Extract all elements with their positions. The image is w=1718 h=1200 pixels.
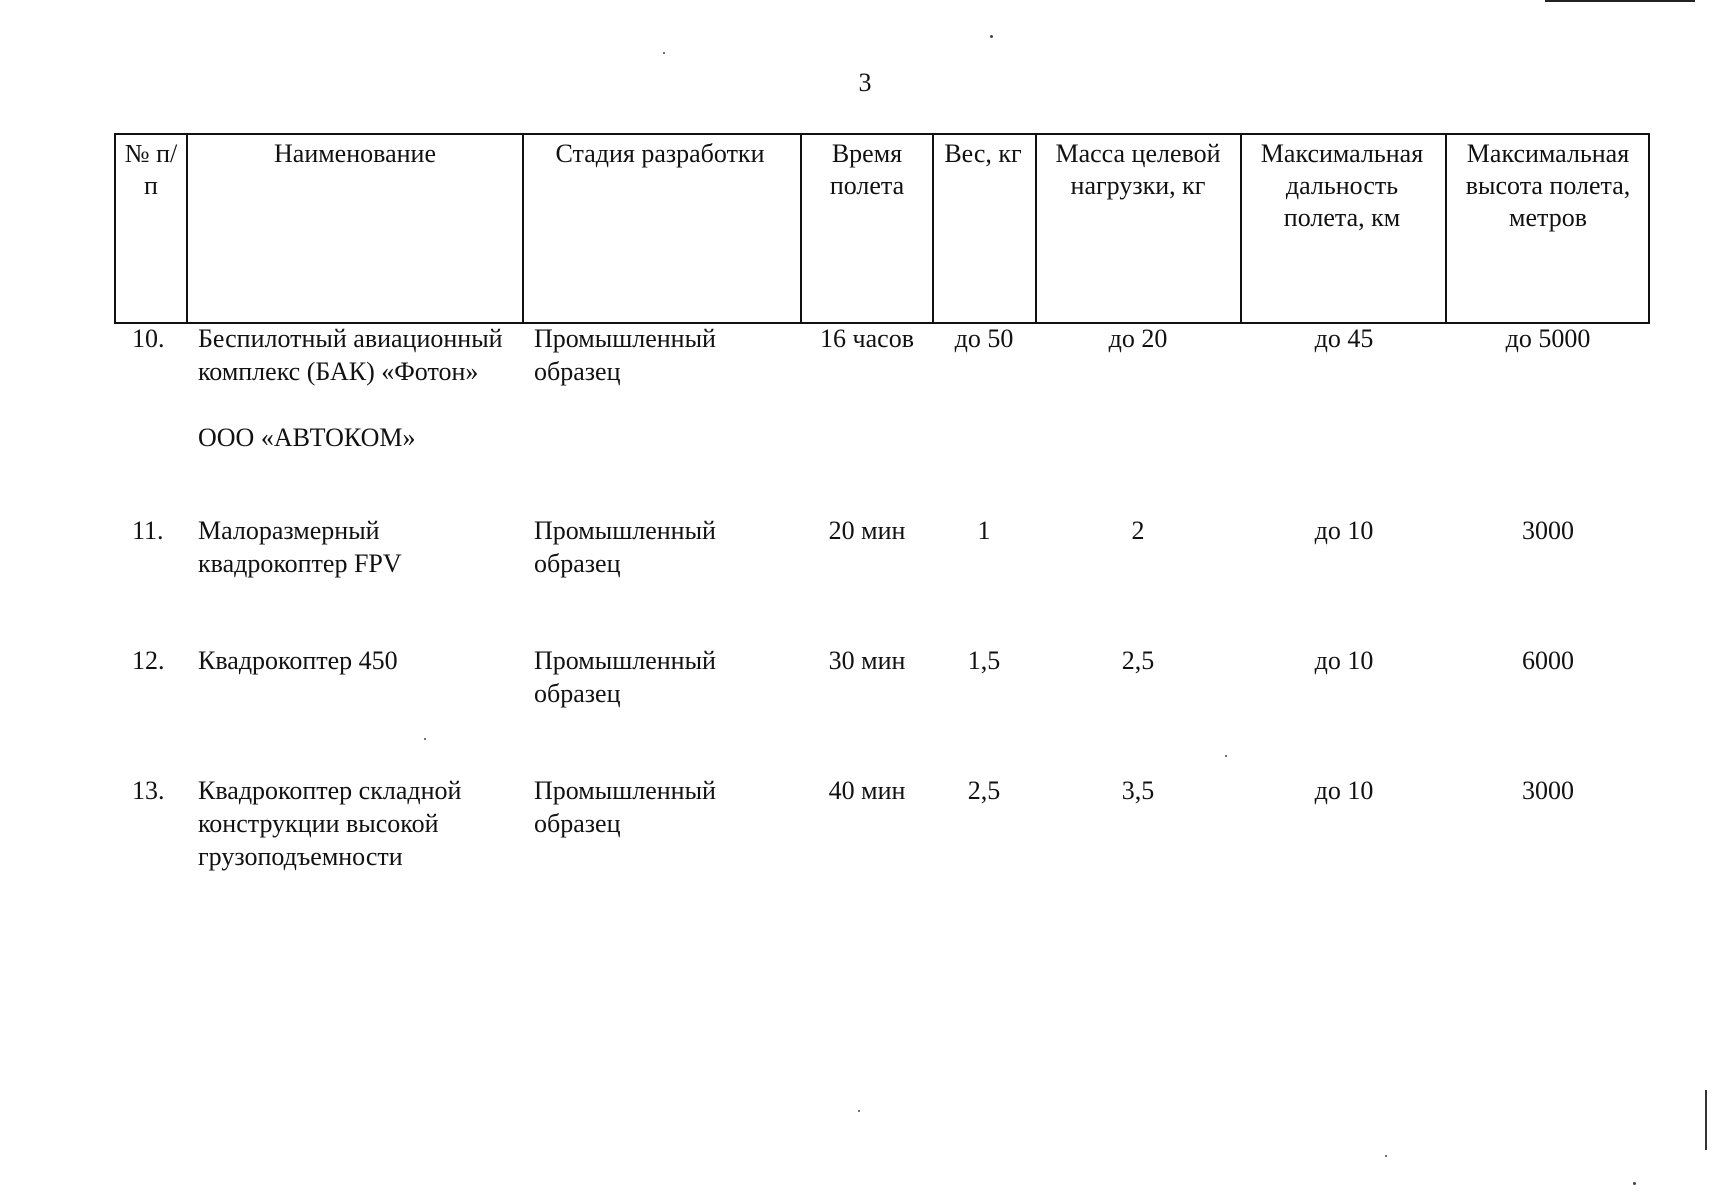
row-stage: Промышленный образец <box>534 646 716 708</box>
row-range: до 10 <box>1314 646 1374 675</box>
product-name: Беспилотный авиационный комплекс (БАК) «Фотон» <box>198 324 503 386</box>
row-flight-time: 30 мин <box>828 646 906 675</box>
scan-edge-mark <box>1705 1090 1707 1150</box>
row-weight: 2,5 <box>967 776 1001 805</box>
scan-speck <box>1225 755 1227 757</box>
column-divider <box>1445 133 1447 324</box>
header-altitude: Максимальная высота полета, метров <box>1465 139 1631 232</box>
row-number: 10. <box>132 324 165 353</box>
header-range: Максимальная дальность полета, км <box>1260 139 1424 232</box>
row-number: 12. <box>132 646 165 675</box>
row-weight: 1,5 <box>967 646 1001 675</box>
column-divider <box>522 133 524 324</box>
header-weight: Вес, кг <box>944 139 1022 168</box>
row-number: 11. <box>132 516 164 545</box>
header-time: Время полета <box>829 139 905 200</box>
row-flight-time: 16 часов <box>820 324 914 353</box>
row-stage: Промышленный образец <box>534 324 716 386</box>
column-divider <box>932 133 934 324</box>
scan-speck <box>1633 1182 1636 1185</box>
row-altitude: 3000 <box>1522 776 1574 805</box>
row-weight: 1 <box>977 516 991 545</box>
row-name <box>198 322 528 454</box>
row-range: до 10 <box>1314 776 1374 805</box>
header-num: № п/п <box>124 139 178 200</box>
scan-speck <box>1385 1155 1387 1157</box>
row-name: Квадрокоптер складной конструкции высокой грузоподъемности <box>198 776 462 871</box>
header-name: Наименование <box>274 139 436 168</box>
header-stage: Стадия разработки <box>555 139 765 168</box>
row-payload: 3,5 <box>1121 776 1155 805</box>
row-flight-time: 20 мин <box>828 516 906 545</box>
row-weight: до 50 <box>954 324 1014 353</box>
row-payload: 2,5 <box>1121 646 1155 675</box>
scan-speck <box>424 738 426 740</box>
row-payload: 2 <box>1131 516 1145 545</box>
row-number: 13. <box>132 776 165 805</box>
scan-speck <box>858 1110 860 1112</box>
row-altitude: 6000 <box>1522 646 1574 675</box>
row-name: Малоразмерный квадрокоптер FPV <box>198 516 402 578</box>
row-flight-time: 40 мин <box>828 776 906 805</box>
row-range: до 45 <box>1314 324 1374 353</box>
column-divider <box>1035 133 1037 324</box>
row-name: Квадрокоптер 450 <box>198 646 398 675</box>
row-altitude: 3000 <box>1522 516 1574 545</box>
column-divider <box>1240 133 1242 324</box>
row-payload: до 20 <box>1108 324 1168 353</box>
row-altitude: до 5000 <box>1505 324 1591 353</box>
scan-speck <box>990 35 993 38</box>
header-payload: Масса целевой нагрузки, кг <box>1055 139 1221 200</box>
row-stage: Промышленный образец <box>534 776 716 838</box>
column-divider <box>186 133 188 324</box>
row-stage: Промышленный образец <box>534 516 716 578</box>
page-number: 3 <box>858 68 872 97</box>
scan-speck <box>663 52 665 54</box>
company-name: ООО «АВТОКОМ» <box>198 423 416 452</box>
row-range: до 10 <box>1314 516 1374 545</box>
column-divider <box>800 133 802 324</box>
scan-edge-line <box>1545 0 1695 2</box>
